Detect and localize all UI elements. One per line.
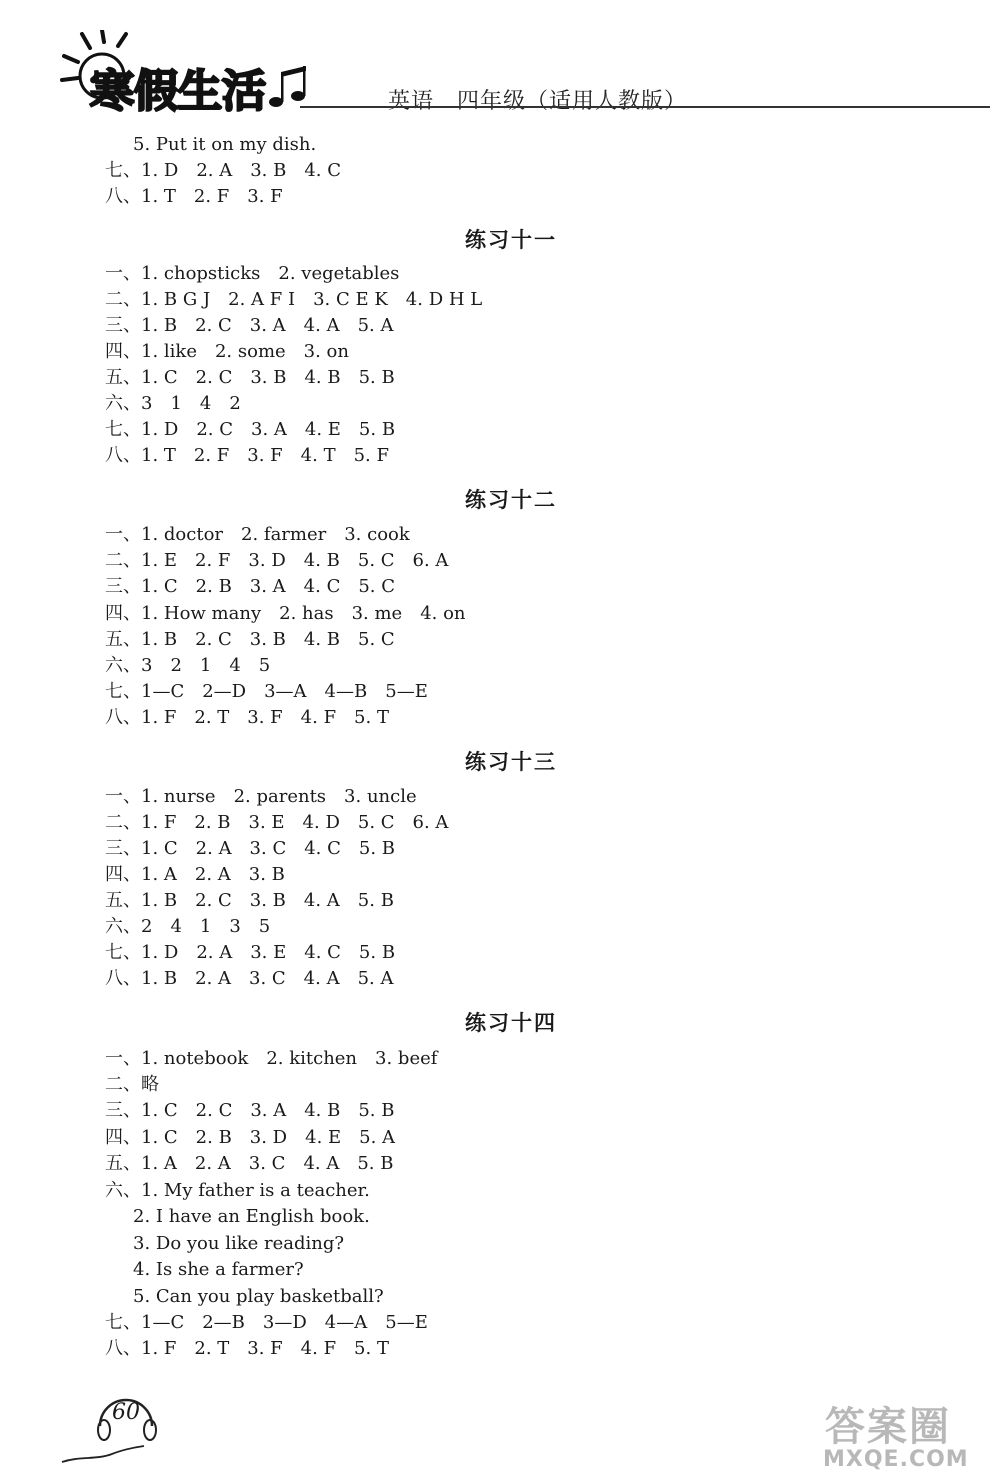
answer-line: 五、1. B 2. C 3. B 4. B 5. C — [105, 629, 395, 650]
page-header — [0, 0, 1000, 130]
watermark-url: MXQE.COM — [823, 1447, 969, 1472]
answer-line: 五、1. C 2. C 3. B 4. B 5. B — [105, 367, 395, 388]
answer-line: 八、1. B 2. A 3. C 4. A 5. A — [105, 968, 394, 989]
answer-line: 一、1. doctor 2. farmer 3. cook — [105, 524, 410, 545]
answer-line: 八、1. F 2. T 3. F 4. F 5. T — [105, 707, 389, 728]
answer-line: 六、1. My father is a teacher. — [105, 1180, 370, 1201]
watermark — [815, 1395, 995, 1479]
page-number-badge — [60, 1378, 180, 1468]
logo-text: 寒假生活 — [90, 66, 266, 117]
answer-line: 5. Put it on my dish. — [133, 134, 317, 155]
answer-line: 八、1. F 2. T 3. F 4. F 5. T — [105, 1338, 389, 1359]
section-title: 练习十二 — [465, 488, 557, 512]
answer-line: 四、1. A 2. A 3. B — [105, 864, 285, 885]
page-number: 60 — [112, 1400, 140, 1425]
answer-line: 八、1. T 2. F 3. F — [105, 186, 283, 207]
answer-line: 一、1. nurse 2. parents 3. uncle — [105, 786, 417, 807]
answer-line: 五、1. B 2. C 3. B 4. A 5. B — [105, 890, 394, 911]
answer-line: 七、1—C 2—D 3—A 4—B 5—E — [105, 681, 428, 702]
watermark-logo-text: 答案圈 — [825, 1404, 951, 1450]
answer-line: 五、1. A 2. A 3. C 4. A 5. B — [105, 1153, 394, 1174]
answer-line: 二、1. E 2. F 3. D 4. B 5. C 6. A — [105, 550, 449, 571]
header-divider — [300, 106, 990, 108]
answer-line: 六、3 1 4 2 — [105, 393, 241, 414]
section-title: 练习十三 — [465, 750, 557, 774]
answer-line: 八、1. T 2. F 3. F 4. T 5. F — [105, 445, 389, 466]
answer-line: 三、1. C 2. A 3. C 4. C 5. B — [105, 838, 396, 859]
answer-line: 四、1. C 2. B 3. D 4. E 5. A — [105, 1127, 396, 1148]
answer-line: 七、1. D 2. C 3. A 4. E 5. B — [105, 419, 396, 440]
answer-line: 三、1. C 2. C 3. A 4. B 5. B — [105, 1100, 395, 1121]
answer-line: 六、3 2 1 4 5 — [105, 655, 271, 676]
section-title: 练习十四 — [465, 1011, 557, 1035]
answer-line: 二、略 — [105, 1074, 159, 1095]
answer-line: 4. Is she a farmer? — [133, 1259, 304, 1280]
section-title: 练习十一 — [465, 228, 557, 252]
answer-line: 2. I have an English book. — [133, 1206, 370, 1227]
answer-line: 5. Can you play basketball? — [133, 1286, 384, 1307]
answer-line: 二、1. B G J 2. A F I 3. C E K 4. D H L — [105, 289, 483, 310]
answer-line: 二、1. F 2. B 3. E 4. D 5. C 6. A — [105, 812, 449, 833]
answer-line: 四、1. like 2. some 3. on — [105, 341, 349, 362]
answer-line: 3. Do you like reading? — [133, 1233, 345, 1254]
answer-line: 七、1. D 2. A 3. B 4. C — [105, 160, 342, 181]
answer-line: 四、1. How many 2. has 3. me 4. on — [105, 603, 466, 624]
answer-line: 一、1. notebook 2. kitchen 3. beef — [105, 1048, 438, 1069]
answer-line: 三、1. B 2. C 3. A 4. A 5. A — [105, 315, 394, 336]
answer-line: 三、1. C 2. B 3. A 4. C 5. C — [105, 576, 396, 597]
answer-line: 七、1—C 2—B 3—D 4—A 5—E — [105, 1312, 428, 1333]
logo-sun-icon — [60, 30, 330, 120]
answer-line: 一、1. chopsticks 2. vegetables — [105, 263, 400, 284]
header-subtitle: 英语 四年级（适用人教版） — [388, 89, 688, 114]
answer-line: 七、1. D 2. A 3. E 4. C 5. B — [105, 942, 396, 963]
answer-line: 六、2 4 1 3 5 — [105, 916, 271, 937]
